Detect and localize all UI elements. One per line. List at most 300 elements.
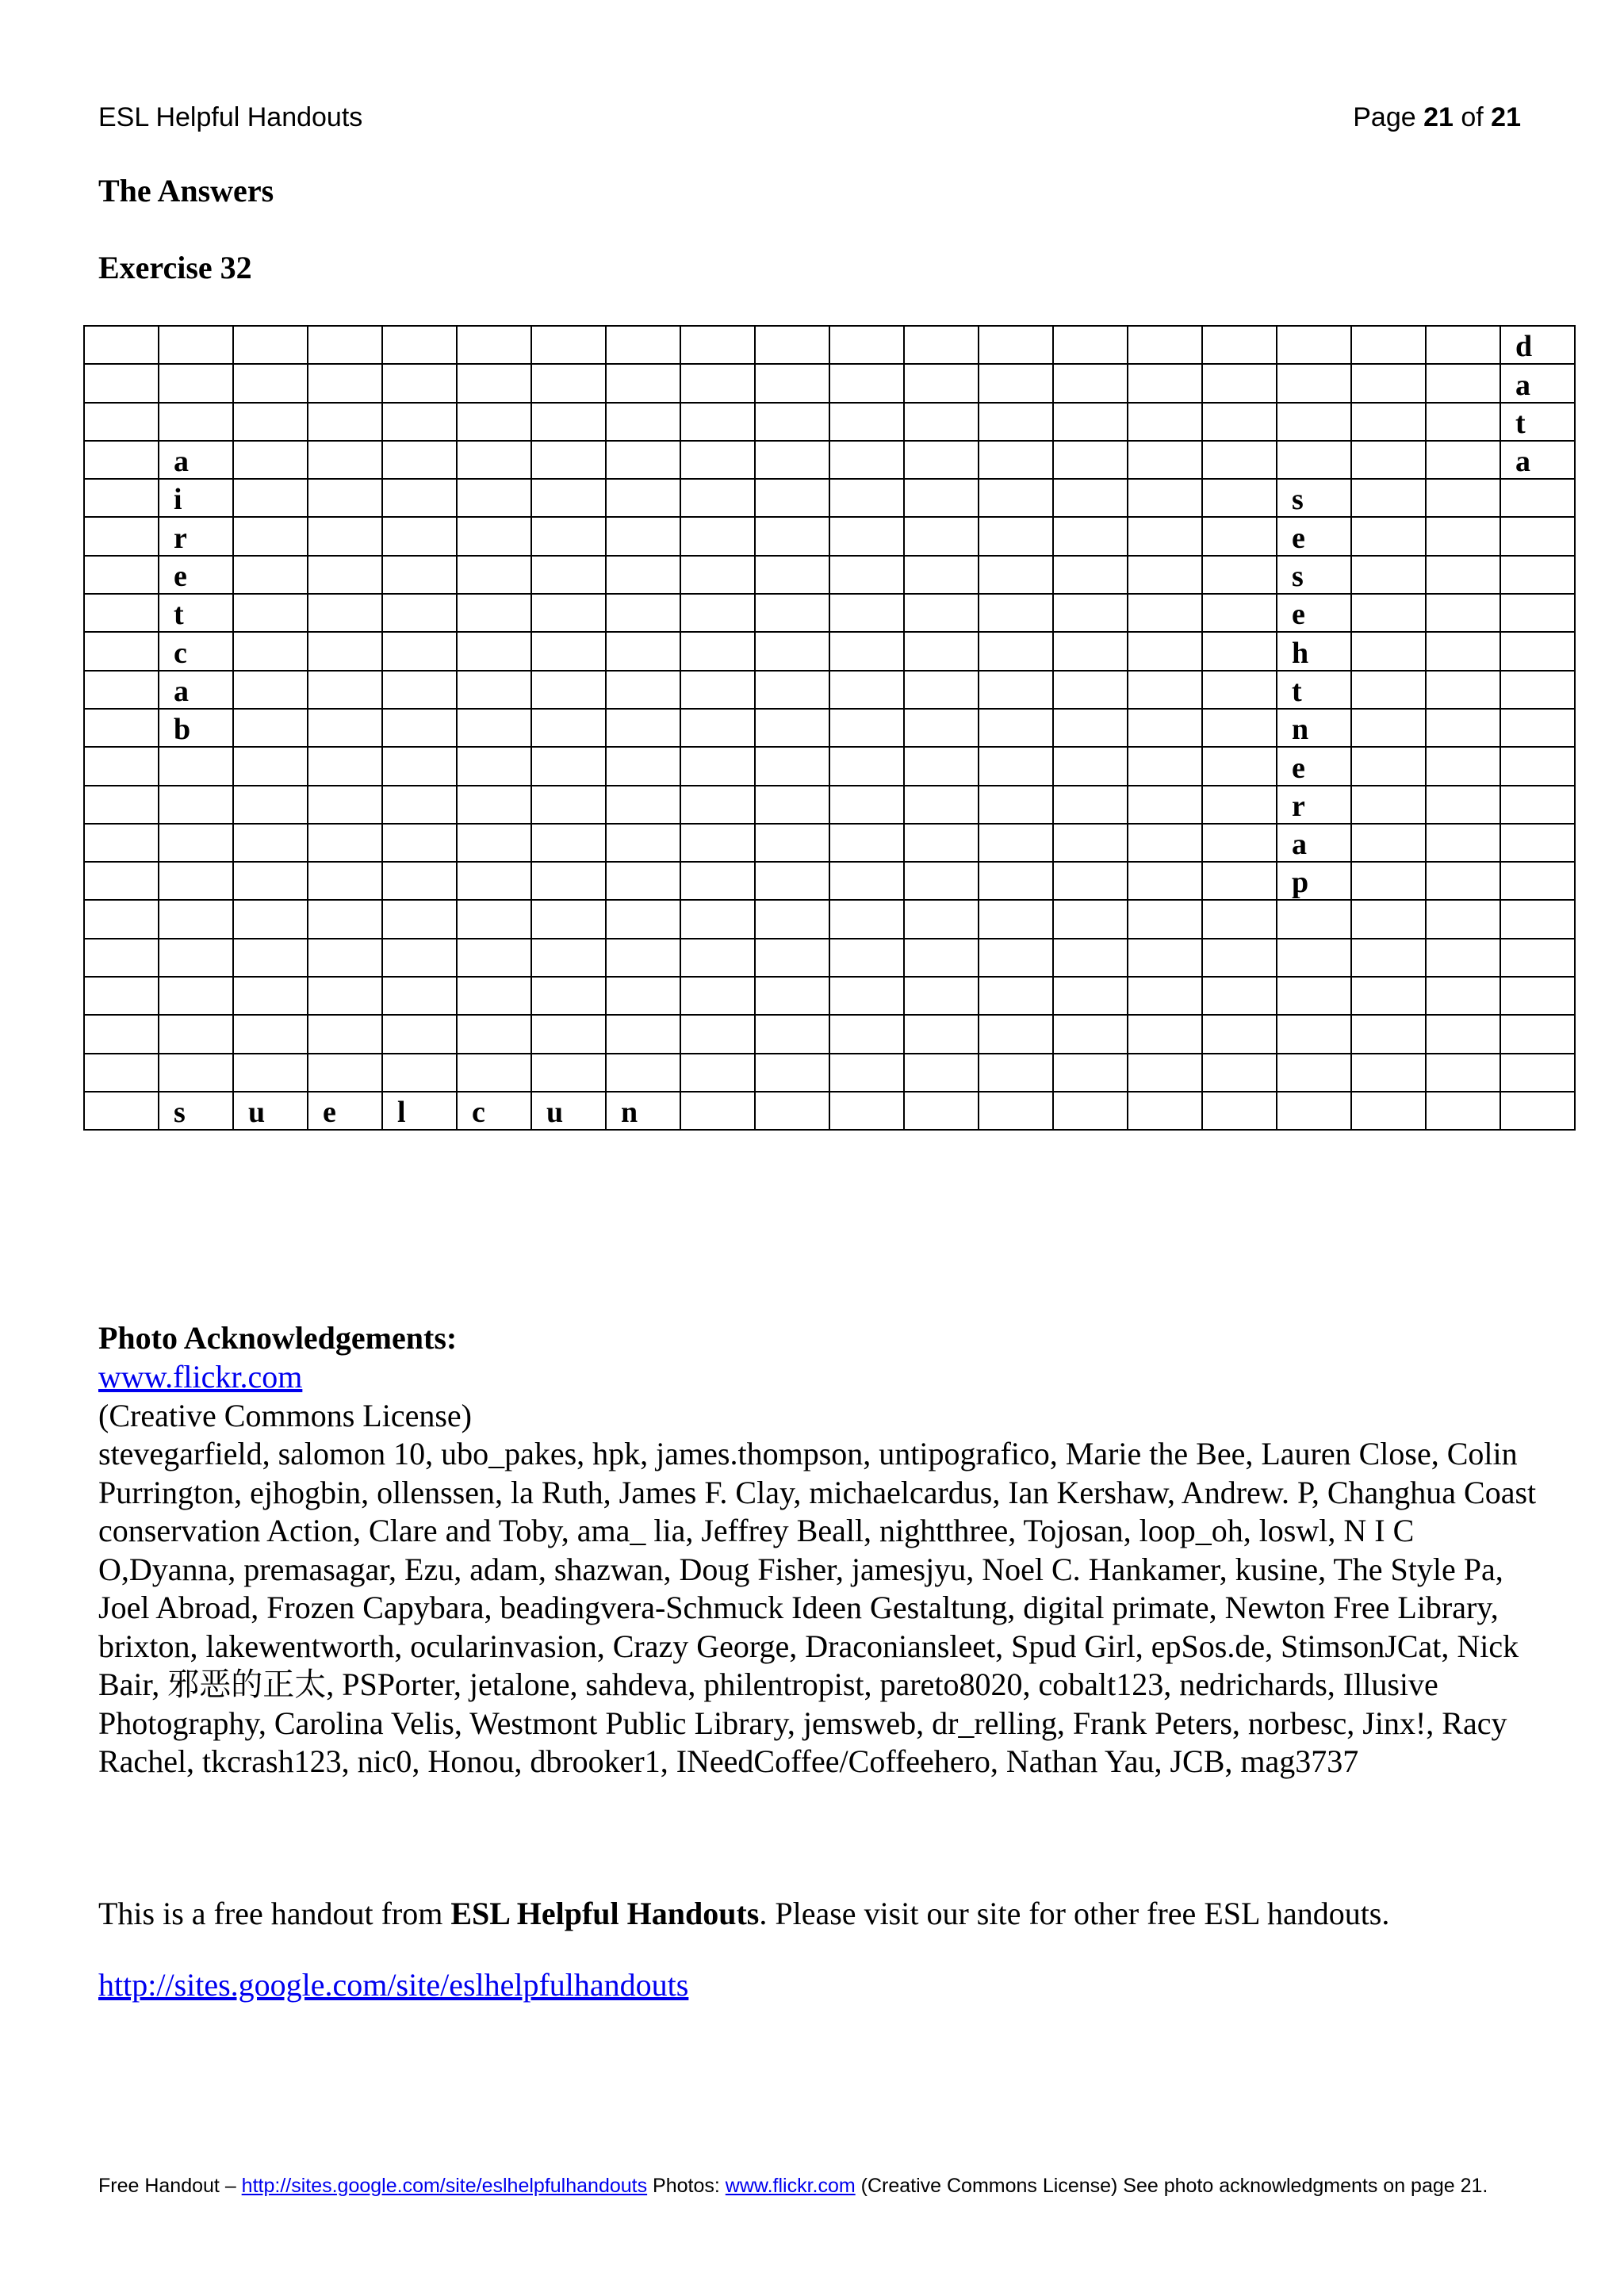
- grid-letter: [1128, 739, 1143, 740]
- grid-letter: [979, 739, 994, 740]
- grid-letter: [905, 1007, 919, 1008]
- grid-row: [84, 1092, 1575, 1130]
- grid-letter: [607, 356, 621, 358]
- grid-cell: [457, 594, 531, 632]
- grid-cell: [1426, 786, 1500, 824]
- grid-cell: [84, 939, 159, 977]
- grid-cell: [979, 364, 1053, 402]
- grid-cell: [1500, 364, 1575, 402]
- grid-letter: [681, 701, 695, 702]
- grid-cell: [1202, 1054, 1277, 1092]
- grid-cell: [457, 364, 531, 402]
- grid-letter: [383, 931, 397, 932]
- grid-letter: [532, 663, 546, 664]
- grid-cell: [308, 1092, 382, 1130]
- grid-cell: [233, 403, 308, 441]
- grid-letter: [607, 854, 621, 855]
- grid-cell: [606, 862, 680, 900]
- grid-letter: u: [546, 1096, 564, 1130]
- grid-cell: [159, 977, 233, 1015]
- grid-cell: [904, 786, 979, 824]
- grid-letter: [681, 471, 695, 473]
- grid-cell: [233, 594, 308, 632]
- grid-letter: e: [174, 560, 187, 594]
- grid-letter: [458, 624, 472, 626]
- grid-cell: [531, 1015, 606, 1053]
- grid-cell: [1202, 364, 1277, 402]
- grid-letter: [830, 471, 845, 473]
- grid-letter: [234, 433, 248, 434]
- grid-cell: [457, 517, 531, 555]
- grid-cell: [531, 786, 606, 824]
- grid-letter: [532, 1084, 546, 1085]
- grid-letter: [1203, 624, 1217, 626]
- grid-letter: [830, 701, 845, 702]
- grid-cell: [755, 594, 829, 632]
- grid-cell: [1500, 900, 1575, 938]
- grid-letter: [159, 395, 174, 396]
- grid-cell: [1426, 671, 1500, 709]
- grid-letter: [234, 1046, 248, 1047]
- grid-letter: [458, 778, 472, 779]
- grid-cell: [159, 1054, 233, 1092]
- grid-letter: [532, 548, 546, 549]
- grid-cell: [904, 900, 979, 938]
- grid-cell: [680, 517, 755, 555]
- grid-cell: [1277, 632, 1351, 670]
- grid-letter: [1128, 356, 1143, 358]
- grid-letter: [532, 1046, 546, 1047]
- grid-cell: [1053, 594, 1128, 632]
- grid-cell: [1202, 556, 1277, 594]
- grid-letter: [979, 1122, 994, 1123]
- grid-letter: [1501, 892, 1515, 894]
- grid-cell: [1128, 1054, 1202, 1092]
- grid-letter: [308, 663, 323, 664]
- grid-cell: [979, 403, 1053, 441]
- grid-cell: [457, 403, 531, 441]
- grid-cell: [1426, 1092, 1500, 1130]
- grid-letter: [458, 854, 472, 855]
- grid-cell: [531, 977, 606, 1015]
- grid-cell: [979, 824, 1053, 862]
- grid-cell: [829, 747, 904, 785]
- grid-letter: [1427, 701, 1441, 702]
- grid-row: [84, 517, 1575, 555]
- grid-letter: [1352, 356, 1366, 358]
- grid-cell: [382, 1015, 457, 1053]
- grid-cell: [606, 403, 680, 441]
- grid-cell: [904, 403, 979, 441]
- grid-letter: [1203, 854, 1217, 855]
- grid-cell: [755, 900, 829, 938]
- grid-letter: [532, 433, 546, 434]
- grid-cell: [1277, 786, 1351, 824]
- grid-cell: [1500, 862, 1575, 900]
- grid-letter: [1128, 548, 1143, 549]
- grid-letter: [979, 1046, 994, 1047]
- grid-cell: [84, 517, 159, 555]
- grid-cell: [1053, 709, 1128, 747]
- grid-letter: [1352, 1122, 1366, 1123]
- grid-letter: [383, 395, 397, 396]
- grid-letter: [532, 854, 546, 855]
- grid-letter: [607, 548, 621, 549]
- grid-cell: [1500, 1092, 1575, 1130]
- grid-cell: [531, 479, 606, 517]
- grid-letter: [1427, 1084, 1441, 1085]
- grid-letter: [681, 663, 695, 664]
- grid-letter: [905, 969, 919, 970]
- grid-cell: [1351, 594, 1426, 632]
- grid-letter: [532, 395, 546, 396]
- grid-letter: [1128, 624, 1143, 626]
- grid-letter: [1128, 395, 1143, 396]
- grid-letter: [1128, 471, 1143, 473]
- grid-letter: r: [1292, 789, 1305, 823]
- grid-cell: [531, 364, 606, 402]
- grid-letter: e: [323, 1096, 336, 1130]
- grid-letter: [159, 433, 174, 434]
- site-link[interactable]: http://sites.google.com/site/eslhelpfulhandouts: [98, 1967, 689, 2003]
- grid-cell: [1202, 441, 1277, 479]
- grid-letter: [979, 471, 994, 473]
- grid-cell: [1277, 671, 1351, 709]
- grid-letter: t: [174, 598, 184, 632]
- grid-cell: [1277, 326, 1351, 364]
- grid-cell: [1128, 632, 1202, 670]
- grid-cell: [308, 517, 382, 555]
- grid-letter: [532, 816, 546, 817]
- grid-letter: u: [248, 1096, 266, 1130]
- grid-cell: [233, 862, 308, 900]
- grid-cell: [680, 900, 755, 938]
- grid-letter: [458, 739, 472, 740]
- grid-cell: [904, 747, 979, 785]
- grid-cell: [1351, 671, 1426, 709]
- grid-cell: [233, 671, 308, 709]
- grid-cell: [308, 786, 382, 824]
- grid-cell: [680, 939, 755, 977]
- grid-letter: [1128, 509, 1143, 511]
- grid-letter: [830, 739, 845, 740]
- grid-letter: [607, 778, 621, 779]
- flickr-link[interactable]: www.flickr.com: [98, 1359, 303, 1395]
- grid-letter: [1128, 816, 1143, 817]
- grid-letter: [1203, 395, 1217, 396]
- grid-letter: [1128, 892, 1143, 894]
- grid-cell: [606, 671, 680, 709]
- grid-cell: [979, 594, 1053, 632]
- grid-letter: [85, 931, 99, 932]
- grid-cell: [84, 671, 159, 709]
- grid-letter: [234, 854, 248, 855]
- grid-letter: [1277, 395, 1292, 396]
- grid-cell: [457, 632, 531, 670]
- grid-cell: [606, 1054, 680, 1092]
- grid-cell: [1500, 1015, 1575, 1053]
- footer-prefix: Free Handout –: [98, 2175, 242, 2197]
- grid-letter: [830, 969, 845, 970]
- grid-cell: [680, 632, 755, 670]
- grid-letter: [905, 701, 919, 702]
- grid-letter: [308, 931, 323, 932]
- grid-letter: [1352, 739, 1366, 740]
- grid-letter: a: [1515, 445, 1530, 479]
- grid-cell: [680, 326, 755, 364]
- grid-letter: [1427, 778, 1441, 779]
- grid-letter: [532, 471, 546, 473]
- grid-letter: [1203, 471, 1217, 473]
- grid-letter: [1352, 586, 1366, 587]
- grid-row: [84, 403, 1575, 441]
- grid-letter: [1128, 969, 1143, 970]
- grid-letter: [1277, 969, 1292, 970]
- grid-letter: [1128, 931, 1143, 932]
- grid-cell: [1277, 403, 1351, 441]
- grid-letter: [383, 356, 397, 358]
- grid-cell: [308, 939, 382, 977]
- grid-letter: [1277, 1007, 1292, 1008]
- grid-letter: [607, 586, 621, 587]
- grid-cell: [457, 747, 531, 785]
- grid-letter: [1203, 816, 1217, 817]
- grid-cell: [1426, 364, 1500, 402]
- grid-cell: [531, 632, 606, 670]
- grid-row: [84, 594, 1575, 632]
- grid-cell: [84, 632, 159, 670]
- footer-site-link[interactable]: http://sites.google.com/site/eslhelpfulhandouts: [241, 2175, 648, 2197]
- grid-letter: s: [174, 1096, 186, 1130]
- grid-letter: [905, 778, 919, 779]
- grid-cell: [1128, 1092, 1202, 1130]
- grid-letter: [1427, 816, 1441, 817]
- grid-letter: [905, 739, 919, 740]
- grid-cell: [1500, 1054, 1575, 1092]
- grid-letter: [383, 471, 397, 473]
- grid-cell: [606, 594, 680, 632]
- grid-cell: [159, 326, 233, 364]
- grid-letter: [1501, 931, 1515, 932]
- grid-cell: [457, 556, 531, 594]
- grid-cell: [382, 517, 457, 555]
- grid-cell: [606, 517, 680, 555]
- grid-cell: [1351, 824, 1426, 862]
- grid-letter: [1427, 1007, 1441, 1008]
- grid-cell: [1277, 364, 1351, 402]
- grid-cell: [1277, 900, 1351, 938]
- grid-letter: r: [174, 521, 187, 555]
- grid-letter: [85, 356, 99, 358]
- grid-cell: [1500, 632, 1575, 670]
- grid-letter: [607, 701, 621, 702]
- grid-letter: [1427, 471, 1441, 473]
- grid-letter: [1054, 395, 1068, 396]
- grid-cell: [159, 364, 233, 402]
- grid-letter: [1352, 892, 1366, 894]
- grid-cell: [382, 1092, 457, 1130]
- grid-letter: [159, 1046, 174, 1047]
- grid-cell: [457, 709, 531, 747]
- grid-cell: [1500, 326, 1575, 364]
- grid-cell: [308, 441, 382, 479]
- grid-letter: [1501, 624, 1515, 626]
- grid-letter: [383, 663, 397, 664]
- grid-letter: [1427, 892, 1441, 894]
- grid-letter: [159, 1007, 174, 1008]
- grid-letter: [458, 433, 472, 434]
- grid-letter: [308, 892, 323, 894]
- grid-cell: [382, 939, 457, 977]
- grid-letter: [1054, 624, 1068, 626]
- grid-cell: [1426, 900, 1500, 938]
- grid-letter: [1501, 701, 1515, 702]
- grid-cell: [904, 364, 979, 402]
- grid-letter: [1203, 1084, 1217, 1085]
- grid-cell: [308, 747, 382, 785]
- grid-row: [84, 364, 1575, 402]
- grid-letter: [1128, 586, 1143, 587]
- grid-letter: [159, 854, 174, 855]
- grid-cell: [531, 1092, 606, 1130]
- grid-letter: [1427, 586, 1441, 587]
- grid-cell: [1500, 824, 1575, 862]
- grid-cell: [308, 594, 382, 632]
- grid-cell: [979, 786, 1053, 824]
- grid-letter: [234, 548, 248, 549]
- grid-letter: b: [174, 713, 191, 747]
- grid-cell: [531, 594, 606, 632]
- grid-letter: [830, 854, 845, 855]
- grid-cell: [457, 786, 531, 824]
- grid-cell: [84, 786, 159, 824]
- grid-cell: [1500, 786, 1575, 824]
- grid-letter: [159, 969, 174, 970]
- grid-cell: [755, 709, 829, 747]
- grid-letter: c: [174, 636, 187, 670]
- grid-cell: [84, 1054, 159, 1092]
- grid-letter: [979, 931, 994, 932]
- grid-cell: [1351, 517, 1426, 555]
- grid-letter: s: [1292, 560, 1304, 594]
- grid-letter: [234, 1007, 248, 1008]
- grid-cell: [531, 824, 606, 862]
- grid-cell: [606, 1015, 680, 1053]
- grid-letter: [830, 433, 845, 434]
- grid-cell: [1128, 1015, 1202, 1053]
- grid-letter: [979, 509, 994, 511]
- grid-letter: [458, 548, 472, 549]
- grid-cell: [1500, 977, 1575, 1015]
- grid-cell: [1500, 556, 1575, 594]
- grid-letter: [1501, 548, 1515, 549]
- grid-letter: [1352, 1046, 1366, 1047]
- grid-cell: [308, 364, 382, 402]
- grid-cell: [829, 939, 904, 977]
- grid-letter: n: [621, 1096, 638, 1130]
- grid-row: [84, 862, 1575, 900]
- grid-letter: [756, 816, 770, 817]
- grid-cell: [1202, 326, 1277, 364]
- grid-letter: [979, 778, 994, 779]
- grid-cell: [979, 517, 1053, 555]
- grid-cell: [308, 824, 382, 862]
- grid-cell: [606, 709, 680, 747]
- grid-cell: [1500, 709, 1575, 747]
- grid-letter: [979, 701, 994, 702]
- grid-letter: a: [174, 674, 189, 708]
- grid-cell: [829, 632, 904, 670]
- grid-letter: [681, 509, 695, 511]
- grid-cell: [159, 403, 233, 441]
- grid-cell: [233, 900, 308, 938]
- grid-letter: a: [1515, 368, 1530, 402]
- grid-cell: [606, 364, 680, 402]
- grid-letter: [383, 969, 397, 970]
- grid-letter: [681, 931, 695, 932]
- grid-letter: [607, 1007, 621, 1008]
- grid-cell: [979, 709, 1053, 747]
- page-total: 21: [1491, 102, 1521, 132]
- grid-letter: [85, 663, 99, 664]
- grid-cell: [531, 862, 606, 900]
- grid-cell: [680, 709, 755, 747]
- grid-cell: [1277, 977, 1351, 1015]
- grid-letter: [905, 663, 919, 664]
- grid-letter: [85, 548, 99, 549]
- grid-cell: [904, 671, 979, 709]
- running-header-title: ESL Helpful Handouts: [98, 102, 363, 132]
- grid-letter: p: [1292, 866, 1309, 900]
- grid-cell: [1128, 364, 1202, 402]
- grid-letter: [308, 548, 323, 549]
- grid-cell: [382, 900, 457, 938]
- grid-letter: [532, 701, 546, 702]
- grid-cell: [1351, 709, 1426, 747]
- grid-letter: [85, 1007, 99, 1008]
- grid-cell: [1053, 786, 1128, 824]
- grid-cell: [382, 824, 457, 862]
- grid-letter: [1352, 1007, 1366, 1008]
- grid-row: [84, 709, 1575, 747]
- grid-cell: [904, 556, 979, 594]
- page-prefix: Page: [1353, 102, 1424, 132]
- grid-cell: [829, 517, 904, 555]
- grid-letter: t: [1515, 406, 1526, 440]
- grid-cell: [308, 977, 382, 1015]
- footer-flickr-link[interactable]: www.flickr.com: [725, 2175, 856, 2197]
- grid-cell: [1128, 939, 1202, 977]
- grid-cell: [1053, 824, 1128, 862]
- grid-letter: a: [1292, 828, 1307, 862]
- grid-letter: [756, 778, 770, 779]
- grid-cell: [1202, 517, 1277, 555]
- grid-letter: [756, 471, 770, 473]
- grid-letter: [85, 433, 99, 434]
- grid-letter: [681, 854, 695, 855]
- grid-cell: [233, 824, 308, 862]
- grid-row: [84, 479, 1575, 517]
- grid-cell: [457, 977, 531, 1015]
- grid-letter: [905, 586, 919, 587]
- grid-cell: [84, 862, 159, 900]
- grid-cell: [159, 441, 233, 479]
- grid-letter: [607, 969, 621, 970]
- grid-cell: [829, 977, 904, 1015]
- section-title: The Answers: [98, 173, 274, 209]
- grid-cell: [755, 939, 829, 977]
- grid-letter: [607, 892, 621, 894]
